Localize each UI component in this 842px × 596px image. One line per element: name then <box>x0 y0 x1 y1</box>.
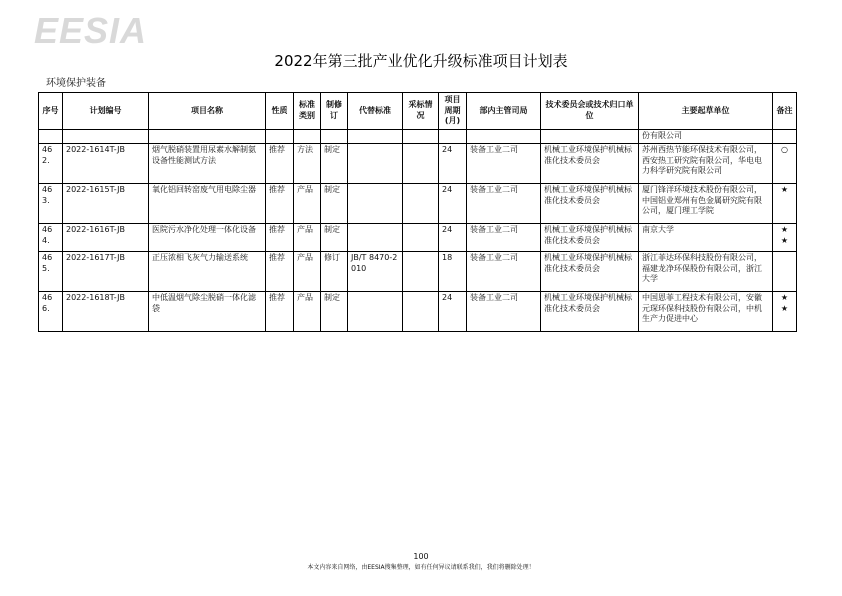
table-row <box>39 291 797 331</box>
table-row-continuation <box>39 130 797 144</box>
cell-drafting-units: 厦门锋洋环境技术股份有限公司，中国铝业郑州有色金属研究院有限公司，厦门理工学院 <box>639 183 773 223</box>
cell-revision: 制定 <box>321 223 348 251</box>
cell-replaced-standard <box>348 183 403 223</box>
table-row <box>39 223 797 251</box>
cell-standard-type: 产品 <box>294 291 321 331</box>
header-cycle: 项目周期(月) <box>439 93 467 130</box>
cell-project-name: 氧化铝回转窑废气用电除尘器 <box>149 183 266 223</box>
cell-adoption <box>403 223 439 251</box>
cell-standard-type: 产品 <box>294 223 321 251</box>
cell-plan-number: 2022-1617T-JB <box>63 251 149 291</box>
cell-serial: 464. <box>39 223 63 251</box>
cell-cycle: 24 <box>439 223 467 251</box>
table-row <box>39 251 797 291</box>
cell-replaced-standard <box>348 291 403 331</box>
header-replaced-standard: 代替标准 <box>348 93 403 130</box>
header-committee: 技术委员会或技术归口单位 <box>541 93 639 130</box>
cell-remark: ★ <box>773 183 797 223</box>
footer-notice: 本文内容来自网络，由EESIA搜集整理，如有任何异议请联系我们，我们将删除处理！ <box>307 564 535 571</box>
header-drafting-units: 主要起草单位 <box>639 93 773 130</box>
category-label: 环境保护装备 <box>46 78 106 89</box>
table-row <box>39 183 797 223</box>
cell-committee: 机械工业环境保护机械标准化技术委员会 <box>541 183 639 223</box>
header-remark: 备注 <box>773 93 797 130</box>
header-revision: 制修订 <box>321 93 348 130</box>
cell-department: 装备工业二司 <box>467 223 541 251</box>
cell-department: 装备工业二司 <box>467 143 541 183</box>
cell-adoption <box>403 291 439 331</box>
cell-serial: 466. <box>39 291 63 331</box>
cell-drafting-units: 苏州西热节能环保技术有限公司，西安热工研究院有限公司，华电电力科学研究院有限公司 <box>639 143 773 183</box>
cell-nature: 推荐 <box>266 223 294 251</box>
cell-drafting-units: 南京大学 <box>639 223 773 251</box>
cell-standard-type: 产品 <box>294 183 321 223</box>
header-serial: 序号 <box>39 93 63 130</box>
cell-replaced-standard <box>348 143 403 183</box>
cell-committee: 机械工业环境保护机械标准化技术委员会 <box>541 223 639 251</box>
cell-cycle: 18 <box>439 251 467 291</box>
cell-serial: 463. <box>39 183 63 223</box>
header-plan-number: 计划编号 <box>63 93 149 130</box>
cell-adoption <box>403 183 439 223</box>
cell-plan-number: 2022-1618T-JB <box>63 291 149 331</box>
cell-serial: 465. <box>39 251 63 291</box>
cell-project-name: 医院污水净化处理一体化设备 <box>149 223 266 251</box>
cell-replaced-standard: JB/T 8470-2010 <box>348 251 403 291</box>
cell-nature: 推荐 <box>266 143 294 183</box>
header-standard-type: 标准类别 <box>294 93 321 130</box>
cell-remark: ★ ★ <box>773 291 797 331</box>
cell-remark: ○ <box>773 143 797 183</box>
cell-standard-type: 方法 <box>294 143 321 183</box>
cell-drafting-units: 份有限公司 <box>639 130 773 144</box>
cell-committee: 机械工业环境保护机械标准化技术委员会 <box>541 291 639 331</box>
cell-revision: 制定 <box>321 143 348 183</box>
cell-nature: 推荐 <box>266 183 294 223</box>
cell-drafting-units: 中国恩菲工程技术有限公司，安徽元琛环保科技股份有限公司，中机生产力促进中心 <box>639 291 773 331</box>
cell-plan-number: 2022-1615T-JB <box>63 183 149 223</box>
cell-cycle: 24 <box>439 183 467 223</box>
cell-serial: 462. <box>39 143 63 183</box>
eesia-watermark-logo: EESIA <box>34 10 148 51</box>
cell-adoption <box>403 143 439 183</box>
cell-project-name: 中低温烟气除尘脱硝一体化滤袋 <box>149 291 266 331</box>
cell-standard-type: 产品 <box>294 251 321 291</box>
cell-project-name: 烟气脱硝装置用尿素水解制氨设备性能测试方法 <box>149 143 266 183</box>
header-project-name: 项目名称 <box>149 93 266 130</box>
cell-plan-number: 2022-1614T-JB <box>63 143 149 183</box>
cell-nature: 推荐 <box>266 251 294 291</box>
cell-remark <box>773 251 797 291</box>
standards-plan-table <box>38 92 797 332</box>
cell-project-name: 正压浓相飞灰气力输送系统 <box>149 251 266 291</box>
cell-replaced-standard <box>348 223 403 251</box>
cell-department: 装备工业二司 <box>467 251 541 291</box>
cell-plan-number: 2022-1616T-JB <box>63 223 149 251</box>
table-header-row <box>39 93 797 130</box>
header-adoption: 采标情况 <box>403 93 439 130</box>
cell-department: 装备工业二司 <box>467 183 541 223</box>
table-row <box>39 143 797 183</box>
cell-adoption <box>403 251 439 291</box>
cell-committee: 机械工业环境保护机械标准化技术委员会 <box>541 143 639 183</box>
header-department: 部内主管司局 <box>467 93 541 130</box>
cell-cycle: 24 <box>439 143 467 183</box>
cell-drafting-units: 浙江菲达环保科技股份有限公司，福建龙净环保股份有限公司，浙江大学 <box>639 251 773 291</box>
cell-remark: ★ ★ <box>773 223 797 251</box>
cell-nature: 推荐 <box>266 291 294 331</box>
header-nature: 性质 <box>266 93 294 130</box>
page-number: 100 <box>413 552 429 561</box>
cell-revision: 制定 <box>321 291 348 331</box>
cell-revision: 制定 <box>321 183 348 223</box>
cell-committee: 机械工业环境保护机械标准化技术委员会 <box>541 251 639 291</box>
cell-department: 装备工业二司 <box>467 291 541 331</box>
cell-revision: 修订 <box>321 251 348 291</box>
cell-cycle: 24 <box>439 291 467 331</box>
page-title: 2022年第三批产业优化升级标准项目计划表 <box>274 52 568 70</box>
